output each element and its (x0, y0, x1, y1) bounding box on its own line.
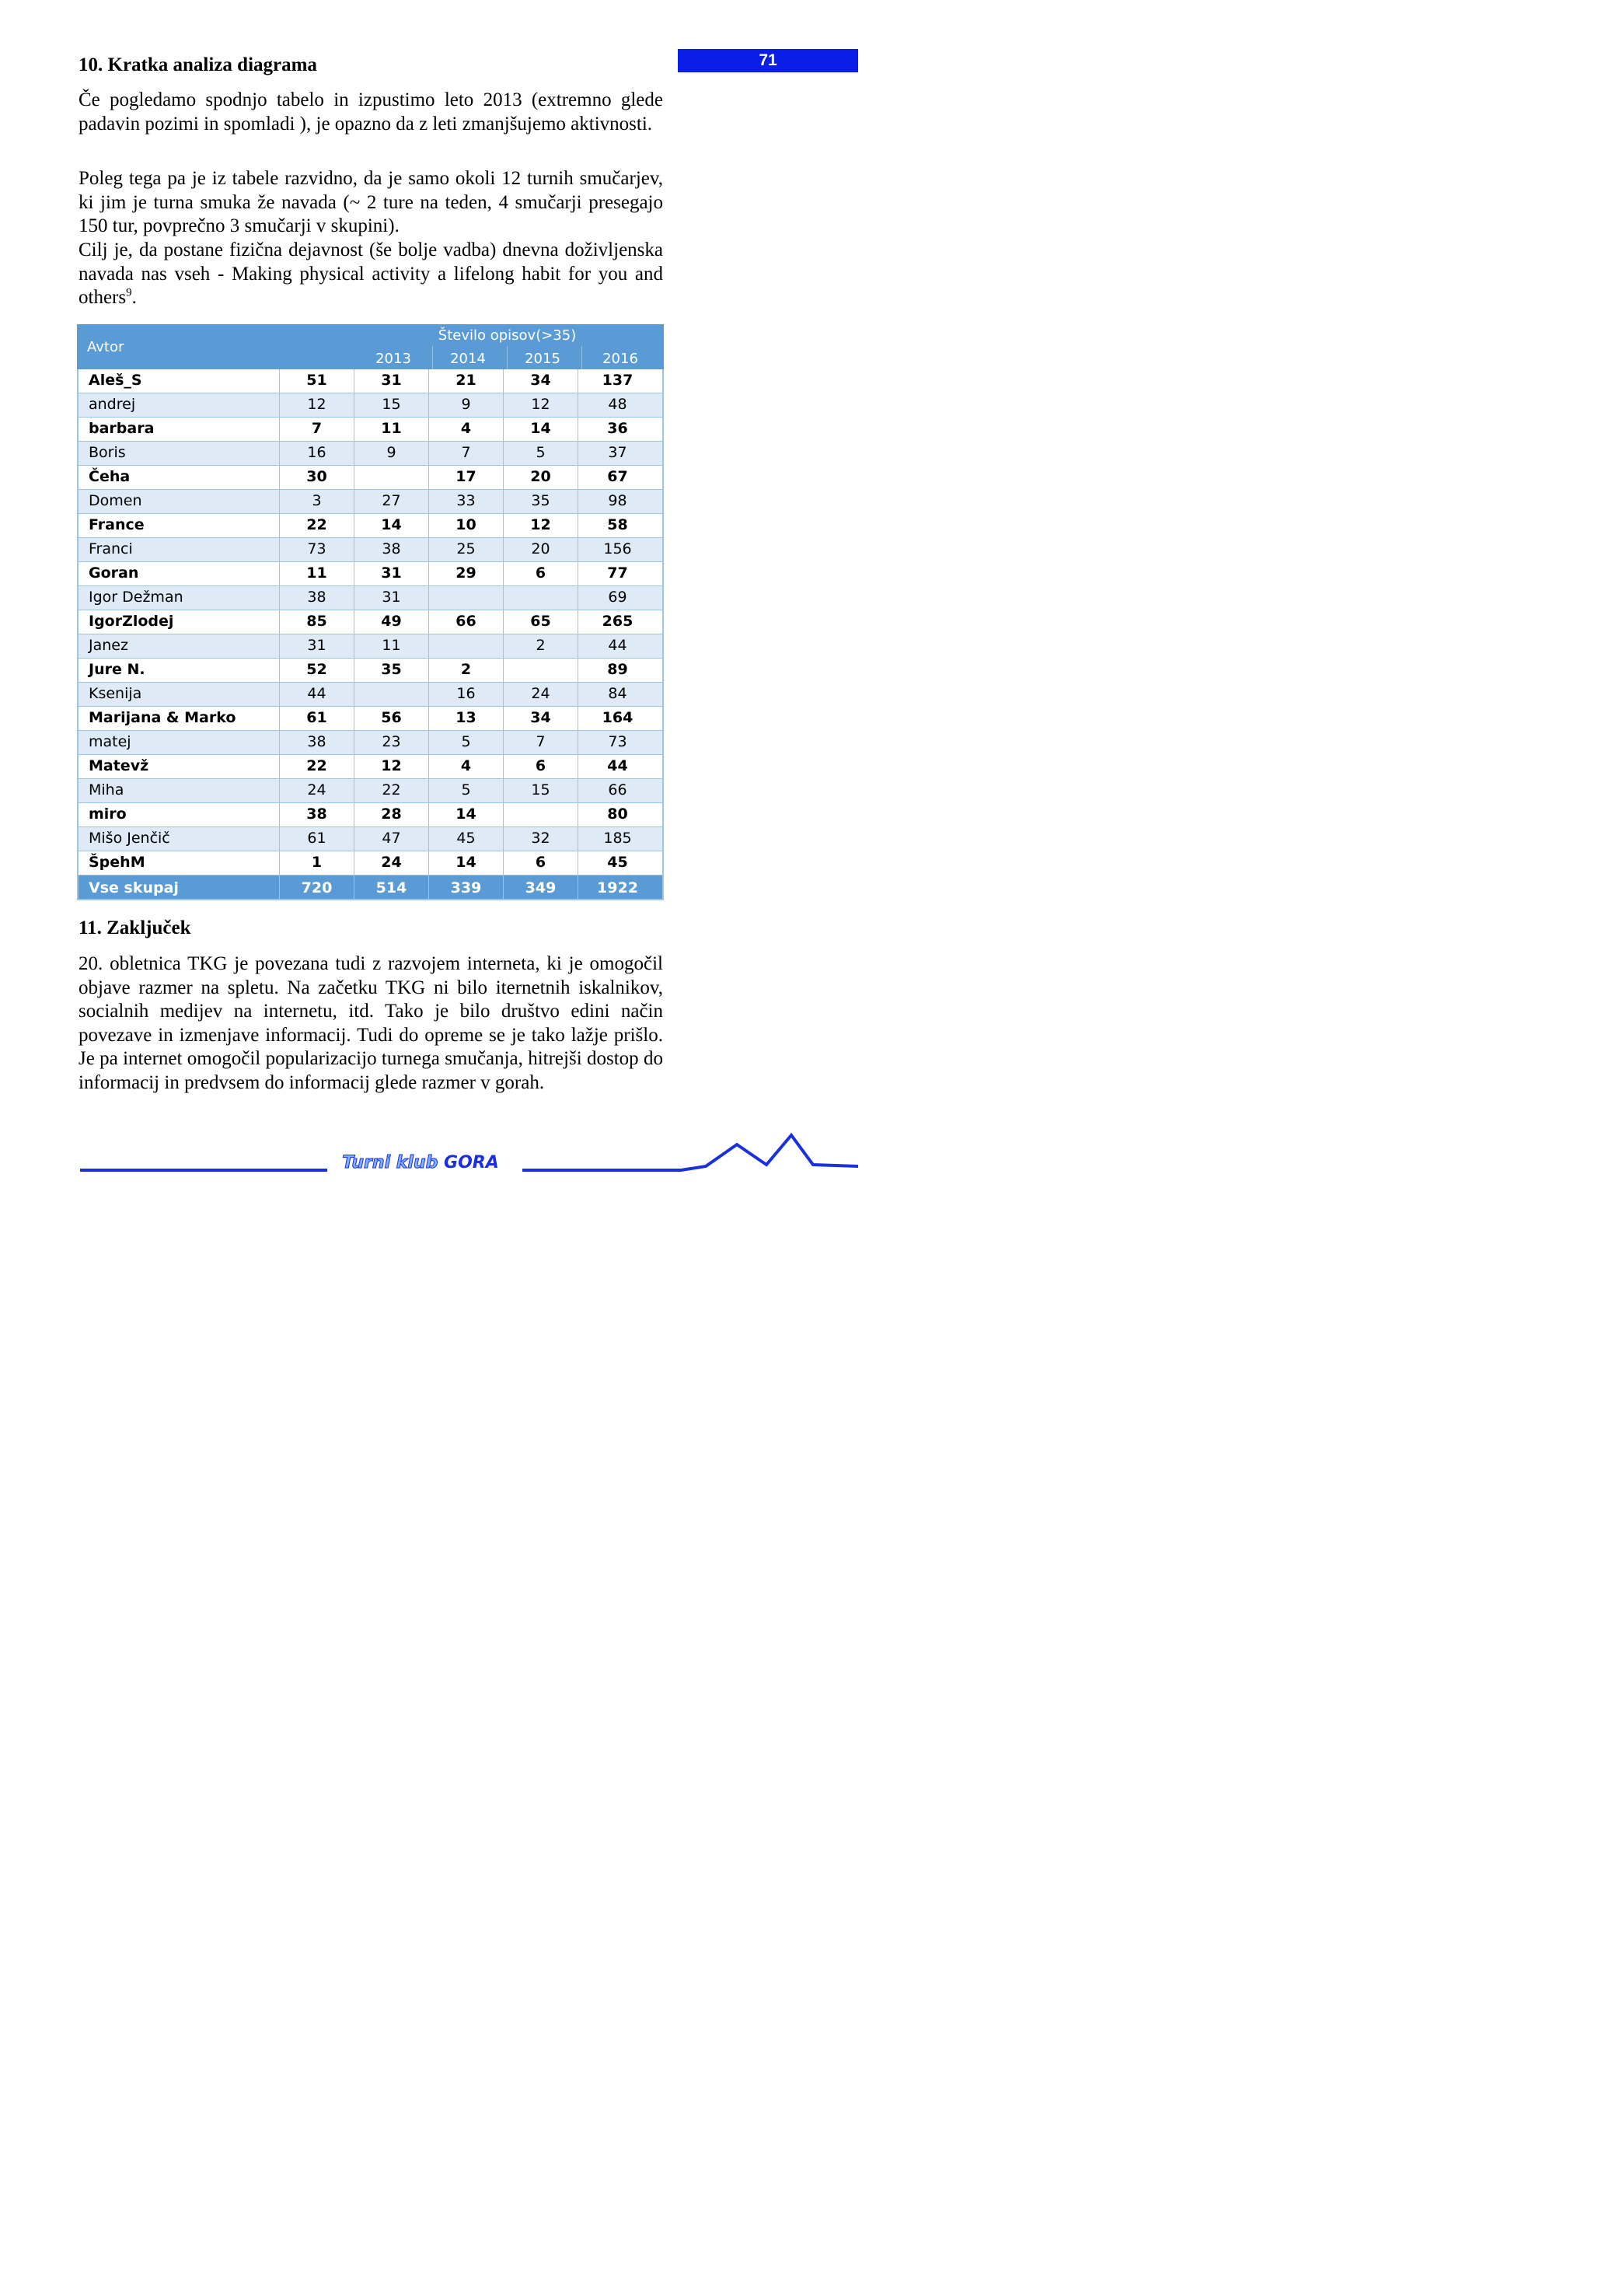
table-row (79, 466, 662, 490)
year-value-cell (504, 803, 578, 827)
year-value-cell: 35 (504, 490, 578, 514)
year-value-cell: 56 (354, 707, 429, 731)
year-total-cell: 349 (504, 875, 578, 900)
year-value-cell: 20 (504, 538, 578, 562)
year-value-cell (354, 466, 429, 490)
year-value-cell: 31 (354, 586, 429, 610)
total-cell: 66 (608, 781, 627, 799)
header-year: 2015 (525, 351, 560, 367)
year-value-cell: 44 (280, 683, 354, 707)
year-value-cell: 20 (504, 466, 578, 490)
author-cell: Matevž (79, 755, 280, 779)
year-value-cell (429, 586, 504, 610)
section-10-paragraph-1: Če pogledamo spodnjo tabelo in izpustimo leto 2013 (extremno glede padavin pozimi in spomladi ), je opazno da z leti zmanjšujemo aktivnosti. (79, 89, 663, 135)
page-number: 71 (759, 51, 777, 69)
author-cell: barbara (79, 418, 280, 442)
year-value-cell: 24 (280, 779, 354, 803)
table-row (79, 634, 662, 659)
year-total-cell: 720 (280, 875, 354, 900)
year-value-cell: 24 (354, 851, 429, 875)
year-value-cell: 10 (429, 514, 504, 538)
author-cell: Janez (79, 634, 280, 659)
table-row (79, 490, 662, 514)
year-value-cell: 33 (429, 490, 504, 514)
table-row (79, 610, 662, 634)
header-divider (432, 346, 433, 369)
year-value-cell: 5 (504, 442, 578, 466)
total-cell: 58 (607, 516, 628, 533)
author-cell: Boris (79, 442, 280, 466)
table-row (79, 418, 662, 442)
year-value-cell: 49 (354, 610, 429, 634)
total-cell: 265 (602, 613, 633, 630)
author-cell: Aleš_S (79, 369, 280, 393)
year-value-cell: 6 (504, 755, 578, 779)
year-value-cell: 30 (280, 466, 354, 490)
year-value-cell: 12 (504, 514, 578, 538)
table-row (79, 538, 662, 562)
total-cell: 89 (607, 661, 628, 678)
year-value-cell: 2 (504, 634, 578, 659)
table-row (79, 707, 662, 731)
table-row (79, 683, 662, 707)
year-value-cell: 12 (504, 393, 578, 418)
year-value-cell: 15 (504, 779, 578, 803)
year-value-cell: 15 (354, 393, 429, 418)
author-cell: Franci (79, 538, 280, 562)
total-cell: 48 (608, 396, 627, 413)
total-cell: 98 (608, 492, 627, 509)
section-10-paragraph-3 (79, 239, 663, 310)
page-number-tab (678, 49, 858, 72)
year-total-cell: 339 (429, 875, 504, 900)
table-total-row (79, 875, 662, 900)
footer-logo-text: Turni klub (342, 1153, 438, 1172)
year-value-cell: 66 (429, 610, 504, 634)
total-cell: 69 (608, 589, 627, 606)
year-value-cell: 73 (280, 538, 354, 562)
year-value-cell: 38 (280, 803, 354, 827)
table-row (79, 803, 662, 827)
year-value-cell: 11 (280, 562, 354, 586)
year-value-cell: 47 (354, 827, 429, 851)
year-value-cell: 38 (280, 586, 354, 610)
total-cell: 37 (608, 444, 627, 461)
year-value-cell: 27 (354, 490, 429, 514)
table-row (79, 731, 662, 755)
year-value-cell: 23 (354, 731, 429, 755)
table-body (77, 369, 664, 900)
year-value-cell: 14 (429, 851, 504, 875)
author-cell: Domen (79, 490, 280, 514)
total-cell: 45 (607, 854, 628, 871)
author-cell: matej (79, 731, 280, 755)
year-value-cell: 38 (280, 731, 354, 755)
table-row (79, 659, 662, 683)
author-cell: Miha (79, 779, 280, 803)
total-cell: 137 (602, 372, 633, 389)
year-value-cell: 5 (429, 779, 504, 803)
author-cell: Marijana & Marko (79, 707, 280, 731)
total-cell: 80 (607, 806, 628, 823)
year-value-cell: 12 (280, 393, 354, 418)
year-value-cell: 5 (429, 731, 504, 755)
footer-logo-brand: GORA (444, 1153, 499, 1172)
year-value-cell: 9 (429, 393, 504, 418)
table-row (79, 827, 662, 851)
author-cell: Ksenija (79, 683, 280, 707)
year-value-cell: 28 (354, 803, 429, 827)
table-row (79, 514, 662, 538)
year-value-cell: 14 (504, 418, 578, 442)
year-value-cell: 4 (429, 418, 504, 442)
year-value-cell: 85 (280, 610, 354, 634)
header-year: 2014 (450, 351, 486, 367)
total-cell: 185 (603, 830, 632, 847)
footer-line-left (80, 1169, 327, 1172)
header-year: 2016 (602, 351, 638, 367)
descriptions-table (77, 324, 721, 900)
table-row (79, 442, 662, 466)
author-cell: Čeha (79, 466, 280, 490)
author-cell: andrej (79, 393, 280, 418)
year-value-cell: 34 (504, 369, 578, 393)
total-cell: 77 (607, 564, 628, 582)
year-value-cell (354, 683, 429, 707)
total-cell: 84 (608, 685, 627, 702)
header-divider (507, 346, 508, 369)
table-row (79, 755, 662, 779)
total-cell: 73 (608, 733, 627, 750)
year-value-cell: 29 (429, 562, 504, 586)
year-value-cell: 14 (354, 514, 429, 538)
mountain-icon (519, 1127, 858, 1178)
year-value-cell: 17 (429, 466, 504, 490)
section-11-paragraph-1: 20. obletnica TKG je povezana tudi z razvojem interneta, ki je omogočil objave razmer na spletu. Na začetku TKG ni bilo iternetnih iskalnikov, socialnih medijev na internetu, itd. Tako je bilo društvo edini način povezave in izmenjave informacij. Tudi do opreme se je tako lažje prišlo. Je pa internet omogočil popularizacijo turnega smučanja, hitrejši dostop do informacij in predvsem do informacij glede razmer v gorah. (79, 953, 663, 1093)
table-row (79, 586, 662, 610)
year-value-cell: 61 (280, 707, 354, 731)
year-value-cell: 24 (504, 683, 578, 707)
table-row (79, 393, 662, 418)
author-cell: Mišo Jenčič (79, 827, 280, 851)
year-value-cell: 16 (429, 683, 504, 707)
year-value-cell: 4 (429, 755, 504, 779)
footer-logo (339, 1148, 502, 1178)
year-value-cell: 14 (429, 803, 504, 827)
year-value-cell: 12 (354, 755, 429, 779)
header-total: Skupaj (673, 339, 721, 355)
year-value-cell: 31 (354, 562, 429, 586)
table-row (79, 851, 662, 875)
year-value-cell: 13 (429, 707, 504, 731)
year-value-cell: 6 (504, 562, 578, 586)
author-cell: miro (79, 803, 280, 827)
year-value-cell: 7 (429, 442, 504, 466)
total-cell: 67 (607, 468, 628, 485)
year-value-cell: 32 (504, 827, 578, 851)
author-cell: France (79, 514, 280, 538)
year-value-cell: 11 (354, 418, 429, 442)
author-cell: Igor Dežman (79, 586, 280, 610)
year-value-cell: 22 (354, 779, 429, 803)
table-row (79, 779, 662, 803)
year-value-cell: 16 (280, 442, 354, 466)
year-value-cell: 45 (429, 827, 504, 851)
section-10-heading: 10. Kratka analiza diagrama (79, 54, 317, 75)
table-header (77, 324, 721, 369)
section-11-heading: 11. Zaključek (79, 917, 191, 938)
year-value-cell: 34 (504, 707, 578, 731)
year-value-cell: 1 (280, 851, 354, 875)
author-cell: Goran (79, 562, 280, 586)
year-value-cell: 7 (280, 418, 354, 442)
total-cell: 36 (607, 420, 628, 437)
year-value-cell: 21 (429, 369, 504, 393)
footnote-marker: 9 (126, 286, 132, 299)
year-value-cell (504, 659, 578, 683)
year-value-cell: 11 (354, 634, 429, 659)
total-cell: 44 (607, 757, 628, 774)
year-value-cell: 38 (354, 538, 429, 562)
section-10-paragraph-3-end: . (131, 287, 137, 308)
year-value-cell: 3 (280, 490, 354, 514)
total-label-cell: Vse skupaj (79, 875, 280, 900)
total-cell: 156 (603, 540, 632, 557)
section-10-paragraph-2: Poleg tega pa je iz tabele razvidno, da je samo okoli 12 turnih smučarjev, ki jim je turna smuka že navada (~ 2 ture na teden, 4 smučarji presegajo 150 tur, povprečno 3 smučarji v skupini). (79, 168, 663, 236)
grand-total-cell: 1922 (597, 879, 638, 896)
year-value-cell: 65 (504, 610, 578, 634)
year-value-cell: 52 (280, 659, 354, 683)
year-value-cell (429, 634, 504, 659)
year-value-cell: 22 (280, 514, 354, 538)
year-value-cell (504, 586, 578, 610)
section-10-paragraph-3-text: Cilj je, da postane fizična dejavnost (še bolje vadba) dnevna doživljenska navada nas vseh - Making physical activity a lifelong habit for you and others (79, 239, 663, 308)
year-value-cell: 31 (280, 634, 354, 659)
author-cell: IgorZlodej (79, 610, 280, 634)
year-value-cell: 51 (280, 369, 354, 393)
year-value-cell: 22 (280, 755, 354, 779)
year-value-cell: 9 (354, 442, 429, 466)
header-divider (581, 346, 582, 369)
header-author: Avtor (87, 339, 124, 355)
table-row (79, 562, 662, 586)
year-total-cell: 514 (354, 875, 429, 900)
year-value-cell: 35 (354, 659, 429, 683)
header-year: 2013 (375, 351, 411, 367)
year-value-cell: 2 (429, 659, 504, 683)
author-cell: ŠpehM (79, 851, 280, 875)
total-cell: 44 (608, 637, 627, 654)
author-cell: Jure N. (79, 659, 280, 683)
total-cell: 164 (602, 709, 633, 726)
table-row (79, 369, 662, 393)
header-group: Število opisov(>35) (438, 327, 577, 344)
year-value-cell: 25 (429, 538, 504, 562)
year-value-cell: 61 (280, 827, 354, 851)
year-value-cell: 7 (504, 731, 578, 755)
year-value-cell: 31 (354, 369, 429, 393)
year-value-cell: 6 (504, 851, 578, 875)
